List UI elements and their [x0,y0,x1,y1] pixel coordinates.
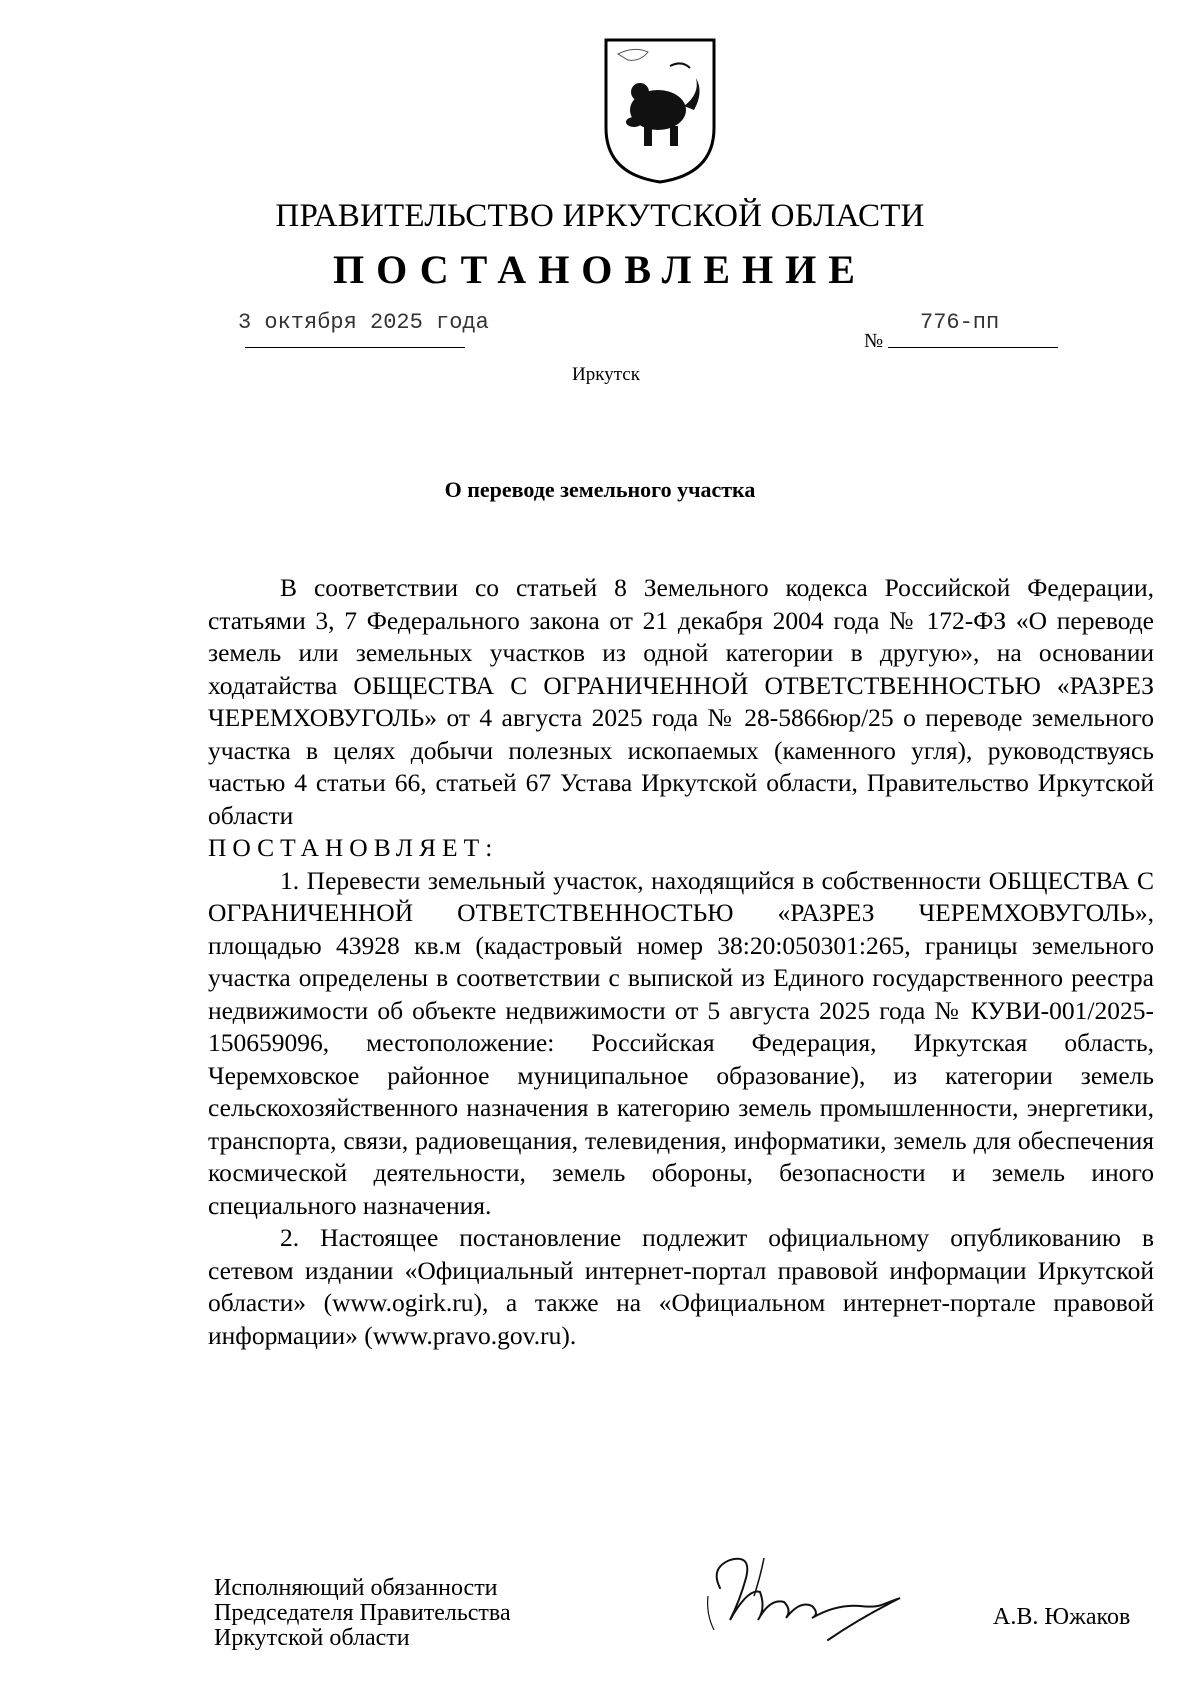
date-underline [245,347,465,348]
number-underline [888,347,1058,348]
document-type: ПОСТАНОВЛЕНИЕ [333,247,867,292]
signer-name: А.В. Южаков [993,1604,1131,1630]
preamble-paragraph: В соответствии со статьей 8 Земельного кодекса Российской Федерации, статьями 3, 7 Федерального закона от 21 декабря 2004 года № 172-ФЗ «О переводе земель или земельных участков из одной категории в другую», на основании ходатайства ОБЩЕСТВА С ОГРАНИЧЕННОЙ ОТВЕТСТВЕННОСТЬЮ «РАЗРЕЗ ЧЕРЕМХОВУГОЛЬ» от 4 августа 2025 года № 28-5866юр/25 о переводе земельного участка в целях добычи полезных ископаемых (каменного угля), руководствуясь частью 4 статьи 66, статьей 67 Устава Иркутской области, Правительство Иркутской области [208,573,1154,830]
number-sign: № [864,330,884,352]
signer-position [214,1576,511,1651]
item-1-paragraph: 1. Перевести земельный участок, находящийся в собственности ОБЩЕСТВА С ОГРАНИЧЕННОЙ ОТВЕТСТВЕННОСТЬЮ «РАЗРЕЗ ЧЕРЕМХОВУГОЛЬ», площадью 43928 кв.м (кадастровый номер 38:20:050301:265, границы земельного участка определены в соответствии с выпиской из Единого государственного реестра недвижимости об объекте недвижимости от 5 августа 2025 года № КУВИ-001/2025-150659096, местоположение: Российская Федерация, Иркутская область, Черемховское районное муниципальное образование), из категории земель сельскохозяйственного назначения в категорию земель промышленности, энергетики, транспорта, связи, радиовещания, телевидения, информатики, земель для обеспечения космической деятельности, земель обороны, безопасности и земель иного специального назначения. [208,865,1154,1220]
signer-position-line: Иркутской области [214,1625,410,1651]
document-number: 776-пп [920,310,1000,335]
government-name: ПРАВИТЕЛЬСТВО ИРКУТСКОЙ ОБЛАСТИ [275,198,925,234]
handwritten-signature [700,1548,930,1648]
signer-position-line: Исполняющий обязанности [214,1575,498,1601]
decree-word: ПОСТАНОВЛЯЕТ: [208,833,499,862]
document-subject: О переводе земельного участка [444,477,756,502]
document-body [208,572,1154,1352]
document-date: 3 октября 2025 года [238,310,489,335]
coat-of-arms-icon [600,36,720,186]
signer-position-line: Председателя Правительства [214,1600,511,1626]
item-2-paragraph: 2. Настоящее постановление подлежит официальному опубликованию в сетевом издании «Официальный интернет-портал правовой информации Иркутской области» (www.ogirk.ru), а также на «Официальном интернет-портале правовой информации» (www.pravo.gov.ru). [208,1223,1154,1350]
city: Иркутск [572,364,640,385]
